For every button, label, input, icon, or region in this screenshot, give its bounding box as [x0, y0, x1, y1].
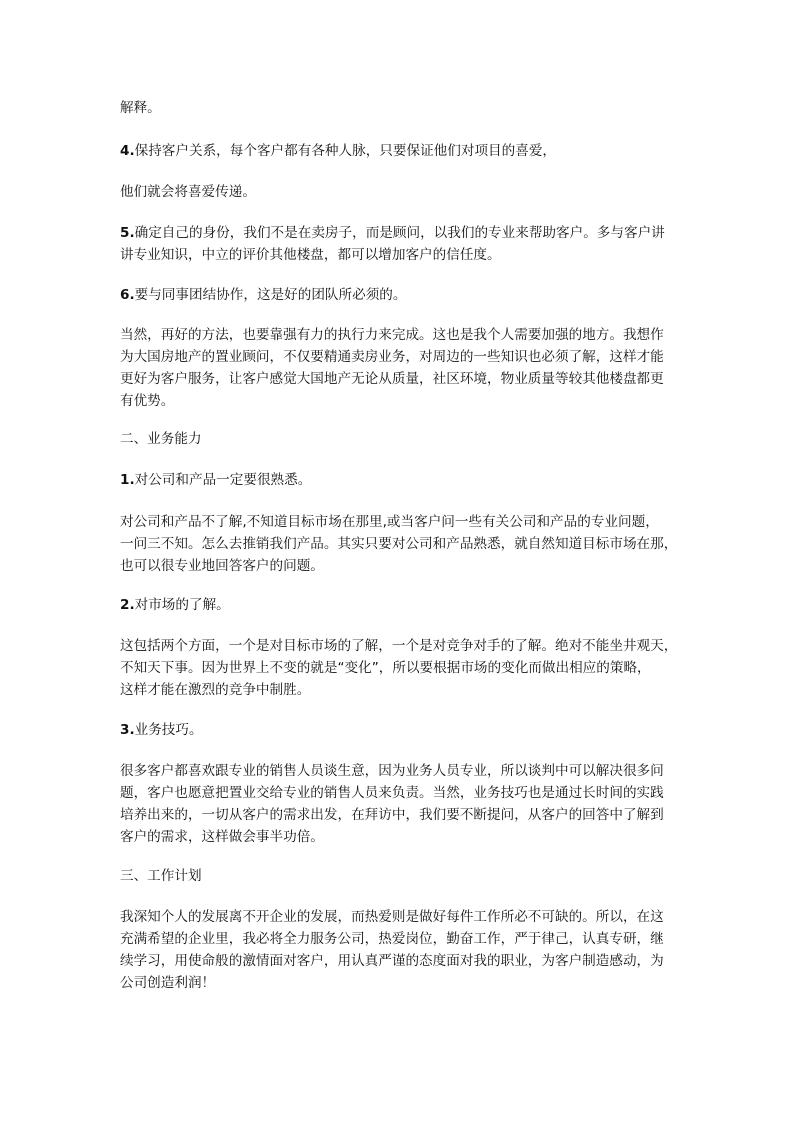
text-line: 为大国房地产的置业顾问，不仅要精通卖房业务，对周边的一些知识也必须了解，这样才能 [120, 349, 664, 365]
paragraph [120, 760, 680, 848]
text-line: 续学习，用使命般的激情面对客户，用认真严谨的态度面对我的职业，为客户制造感动，为 [120, 953, 664, 969]
text-line: 客户的需求，这样做会事半功倍。 [120, 829, 324, 845]
list-text: 业务技巧。 [134, 722, 203, 738]
paragraph [120, 635, 680, 701]
text-line: 这样才能在激烈的竞争中制胜。 [120, 682, 311, 698]
list-number: 4. [120, 143, 135, 159]
text-line: 更好为客户服务，让客户感觉大国地产无论从质量，社区环境，物业质量等较其他楼盘都更 [120, 371, 664, 387]
list-item-1 [120, 469, 680, 491]
heading-text: 二、业务能力 [120, 431, 202, 447]
text-line: 不知天下事。因为世界上不变的就是“变化”，所以要根据市场的变化而做出相应的策略， [120, 660, 651, 676]
text-line: 讲专业知识，中立的评价其他楼盘，都可以增加客户的信任度。 [120, 247, 501, 263]
paragraph [120, 324, 680, 412]
text-line [120, 469, 680, 491]
text-line: 对公司和产品不了解,不知道目标市场在那里,或当客户问一些有关公司和产品的专业问题， [120, 514, 659, 530]
list-text: 对市场的了解。 [134, 597, 230, 613]
text-line [120, 719, 680, 741]
text-line: 很多客户都喜欢跟专业的销售人员谈生意，因为业务人员专业，所以谈判中可以解决很多问 [120, 763, 664, 779]
text-line: 题，客户也愿意把置业交给专业的销售人员来负责。当然，业务技巧也是通过长时间的实践 [120, 785, 664, 801]
paragraph [120, 511, 680, 577]
paragraph [120, 906, 680, 994]
paragraph [120, 181, 680, 203]
list-text: 要与同事团结协作，这是好的团队所必须的。 [134, 287, 407, 303]
text-line [120, 140, 680, 162]
list-text: 对公司和产品一定要很熟悉。 [134, 472, 312, 488]
text-line: 一问三不知。怎么去推销我们产品。其实只要对公司和产品熟悉，就自然知道目标市场在那， [120, 536, 678, 552]
text-line: 公司创造利润！ [120, 975, 216, 991]
list-text: 保持客户关系，每个客户都有各种人脉，只要保证他们对项目的喜爱， [134, 143, 557, 159]
section-heading [120, 865, 680, 887]
text-line: 培养出来的，一切从客户的需求出发，在拜访中，我们要不断提问，从客户的回答中了解到 [120, 807, 664, 823]
heading-text: 三、工作计划 [120, 868, 202, 884]
list-item-3 [120, 719, 680, 741]
list-item-2 [120, 594, 680, 616]
list-item-5 [120, 222, 680, 266]
list-item-6 [120, 284, 680, 306]
text-line: 他们就会将喜爱传递。 [120, 184, 256, 200]
paragraph [120, 97, 680, 119]
text-line: 解释。 [120, 100, 161, 116]
list-number: 5. [120, 225, 135, 241]
list-text: 确定自己的身份，我们不是在卖房子，而是顾问，以我们的专业来帮助客户。多与客户讲 [134, 225, 665, 241]
text-line: 也可以很专业地回答客户的问题。 [120, 558, 324, 574]
text-line: 这包括两个方面，一个是对目标市场的了解，一个是对竞争对手的了解。绝对不能坐井观天， [120, 638, 678, 654]
text-line [120, 222, 680, 244]
text-line: 有优势。 [120, 393, 175, 409]
list-number: 1. [120, 472, 135, 488]
list-number: 2. [120, 597, 135, 613]
list-number: 6. [120, 287, 135, 303]
list-item-4 [120, 140, 680, 162]
text-line [120, 284, 680, 306]
section-heading [120, 428, 680, 450]
text-line: 充满希望的企业里，我必将全力服务公司，热爱岗位，勤奋工作，严于律己，认真专研，继 [120, 931, 664, 947]
text-line [120, 594, 680, 616]
list-number: 3. [120, 722, 135, 738]
text-line: 我深知个人的发展离不开企业的发展，而热爱则是做好每件工作所必不可缺的。所以，在这 [120, 909, 664, 925]
text-line: 当然，再好的方法，也要靠强有力的执行力来完成。这也是我个人需要加强的地方。我想作 [120, 327, 664, 343]
